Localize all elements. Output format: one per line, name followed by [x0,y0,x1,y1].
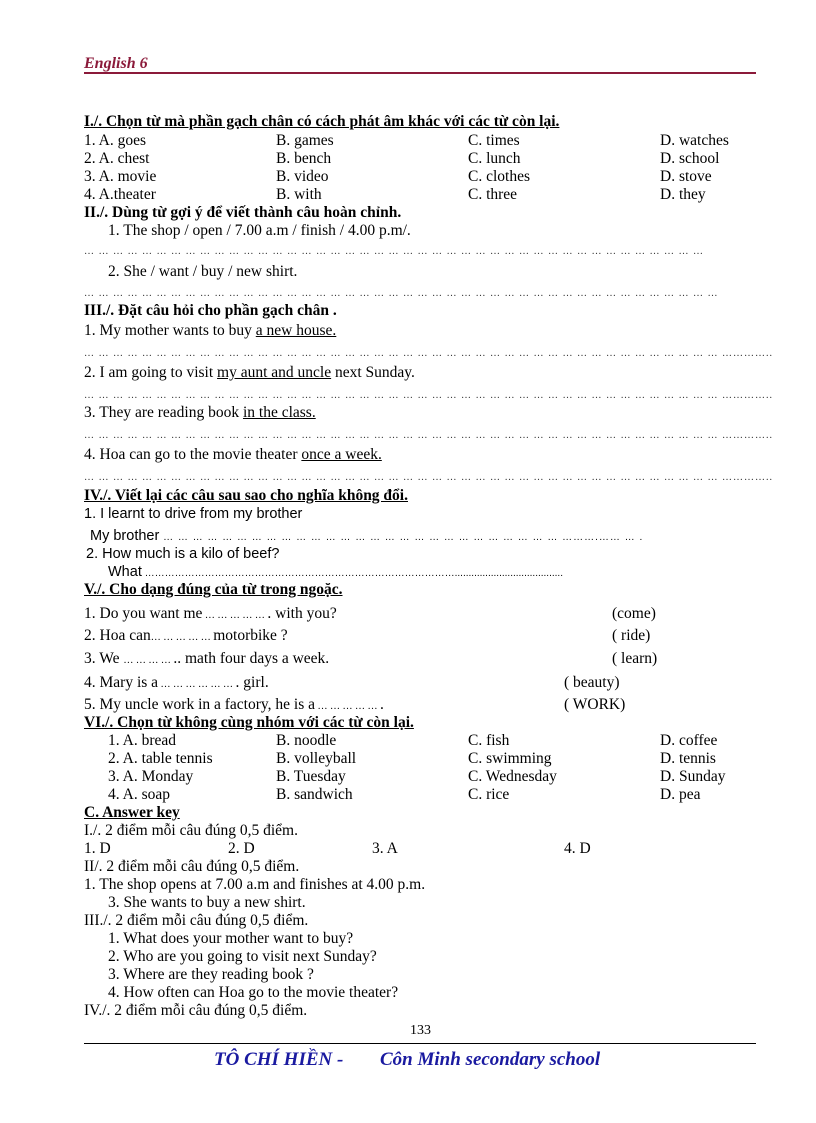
s4-q2: 2. How much is a kilo of beef? [86,546,280,562]
key-part-2-a: 1. The shop opens at 7.00 a.m and finishes at 4.00 p.m. [84,876,426,893]
key-part-3-d: 4. How often can Hoa go to the movie theater? [108,984,399,1001]
key-part-3-a: 1. What does your mother want to buy? [108,930,354,947]
section-6-heading: VI./. Chọn từ không cùng nhóm với các từ còn lại. [84,714,414,731]
s3-q4: 4. Hoa can go to the movie theater once a week. [84,446,382,463]
s5-item-3: 3. We … … … … .. math four days a week. [84,650,330,667]
s1-row-3: 3. A. movie B. video C. clothes D. stove [84,168,712,185]
s3-q2: 2. I am going to visit my aunt and uncle next Sunday. [84,364,415,381]
s6-row-2: 2. A. table tennis B. volleyball C. swimming D. tennis [108,750,716,767]
s4-q1-answer: My brother … … … … … … … … … … … … … … … … … … … … … … … … … … … ……….…… … . [90,528,644,544]
answer-line: … … … … … … … … … … … … … … … … … … … … … … … … … … … … … … … … … … … … … … … … … … … … [84,288,719,299]
key-part-4: IV./. 2 điểm mỗi câu đúng 0,5 điểm. [84,1002,308,1019]
s3-q1: 1. My mother wants to buy a new house. [84,322,337,339]
header-rule [84,72,756,74]
answer-key-heading: C. Answer key [84,804,180,821]
s6-row-3: 3. A. Monday B. Tuesday C. Wednesday D. Sunday [108,768,726,785]
s5-item-2: 2. Hoa can… … … … … motorbike ? [84,627,288,644]
s1-row-1: 1. A. goes B. games C. times D. watches [84,132,729,149]
s5-item-5: 5. My uncle work in a factory, he is a … … … … … . [84,696,384,713]
s5-item-1: 1. Do you want me … … … … … . with you? [84,605,337,622]
key-part-2-b: 3. She wants to buy a new shirt. [108,894,306,911]
section-1-heading: I./. Chọn từ mà phần gạch chân có cách phát âm khác với các từ còn lại. [84,113,560,130]
page-number: 133 [410,1023,431,1038]
answer-line: … … … … … … … … … … … … … … … … … … … … … … … … … … … … … … … … … … … … … … … … … … … … ………….. [84,348,773,359]
footer-rule [84,1043,756,1044]
s2-q2: 2. She / want / buy / new shirt. [108,263,298,280]
answer-line: … … … … … … … … … … … … … … … … … … … … … … … … … … … … … … … … … … … … … … … … … … … … ………….. [84,472,773,483]
s6-row-1: 1. A. bread B. noodle C. fish D. coffee [108,732,718,749]
header-title: English 6 [84,55,148,72]
section-2-heading: II./. Dùng từ gợi ý để viết thành câu hoàn chỉnh. [84,204,402,221]
s5-hint-3: ( learn) [612,650,658,667]
key-part-3: III./. 2 điểm mỗi câu đúng 0,5 điểm. [84,912,309,929]
s5-hint-4: ( beauty) [564,674,620,691]
s1-row-2: 2. A. chest B. bench C. lunch D. school [84,150,720,167]
answer-line: … … … … … … … … … … … … … … … … … … … … … … … … … … … … … … … … … … … … … … … … … … … [84,246,704,257]
section-5-heading: V./. Cho dạng đúng của từ trong ngoặc. [84,581,343,598]
s2-q1: 1. The shop / open / 7.00 a.m / finish / 4.00 p.m/. [108,222,411,239]
key-part-2: II/. 2 điểm mỗi câu đúng 0,5 điểm. [84,858,300,875]
key-part-1: I./. 2 điểm mỗi câu đúng 0,5 điểm. [84,822,298,839]
s5-hint-5: ( WORK) [564,696,626,713]
footer-school: Côn Minh secondary school [380,1049,601,1070]
answer-line: … … … … … … … … … … … … … … … … … … … … … … … … … … … … … … … … … … … … … … … … … … … … ………….. [84,430,773,441]
s5-hint-2: ( ride) [612,627,651,644]
section-3-heading: III./. Đặt câu hỏi cho phần gạch chân . [84,302,337,319]
answer-line: … … … … … … … … … … … … … … … … … … … … … … … … … … … … … … … … … … … … … … … … … … … … ………….. [84,390,773,401]
s6-row-4: 4. A. soap B. sandwich C. rice D. pea [108,786,701,803]
footer-author: TÔ CHÍ HIỀN - [214,1049,344,1070]
key-part-3-b: 2. Who are you going to visit next Sunday? [108,948,377,965]
s3-q3: 3. They are reading book in the class. [84,404,316,421]
s1-row-4: 4. A.theater B. with C. three D. they [84,186,706,203]
key-part-1-answers: 1. D 2. D 3. A 4. D [84,840,591,857]
s5-item-4: 4. Mary is a … … … … … … . girl. [84,674,269,691]
key-part-3-c: 3. Where are they reading book ? [108,966,314,983]
s4-q2-answer: What …………………………………………………………………………………....................................... [108,564,563,580]
section-4-heading: IV./. Viết lại các câu sau sao cho nghĩa không đổi. [84,487,408,504]
s4-q1: 1. I learnt to drive from my brother [84,506,303,522]
s5-hint-1: (come) [612,605,656,622]
